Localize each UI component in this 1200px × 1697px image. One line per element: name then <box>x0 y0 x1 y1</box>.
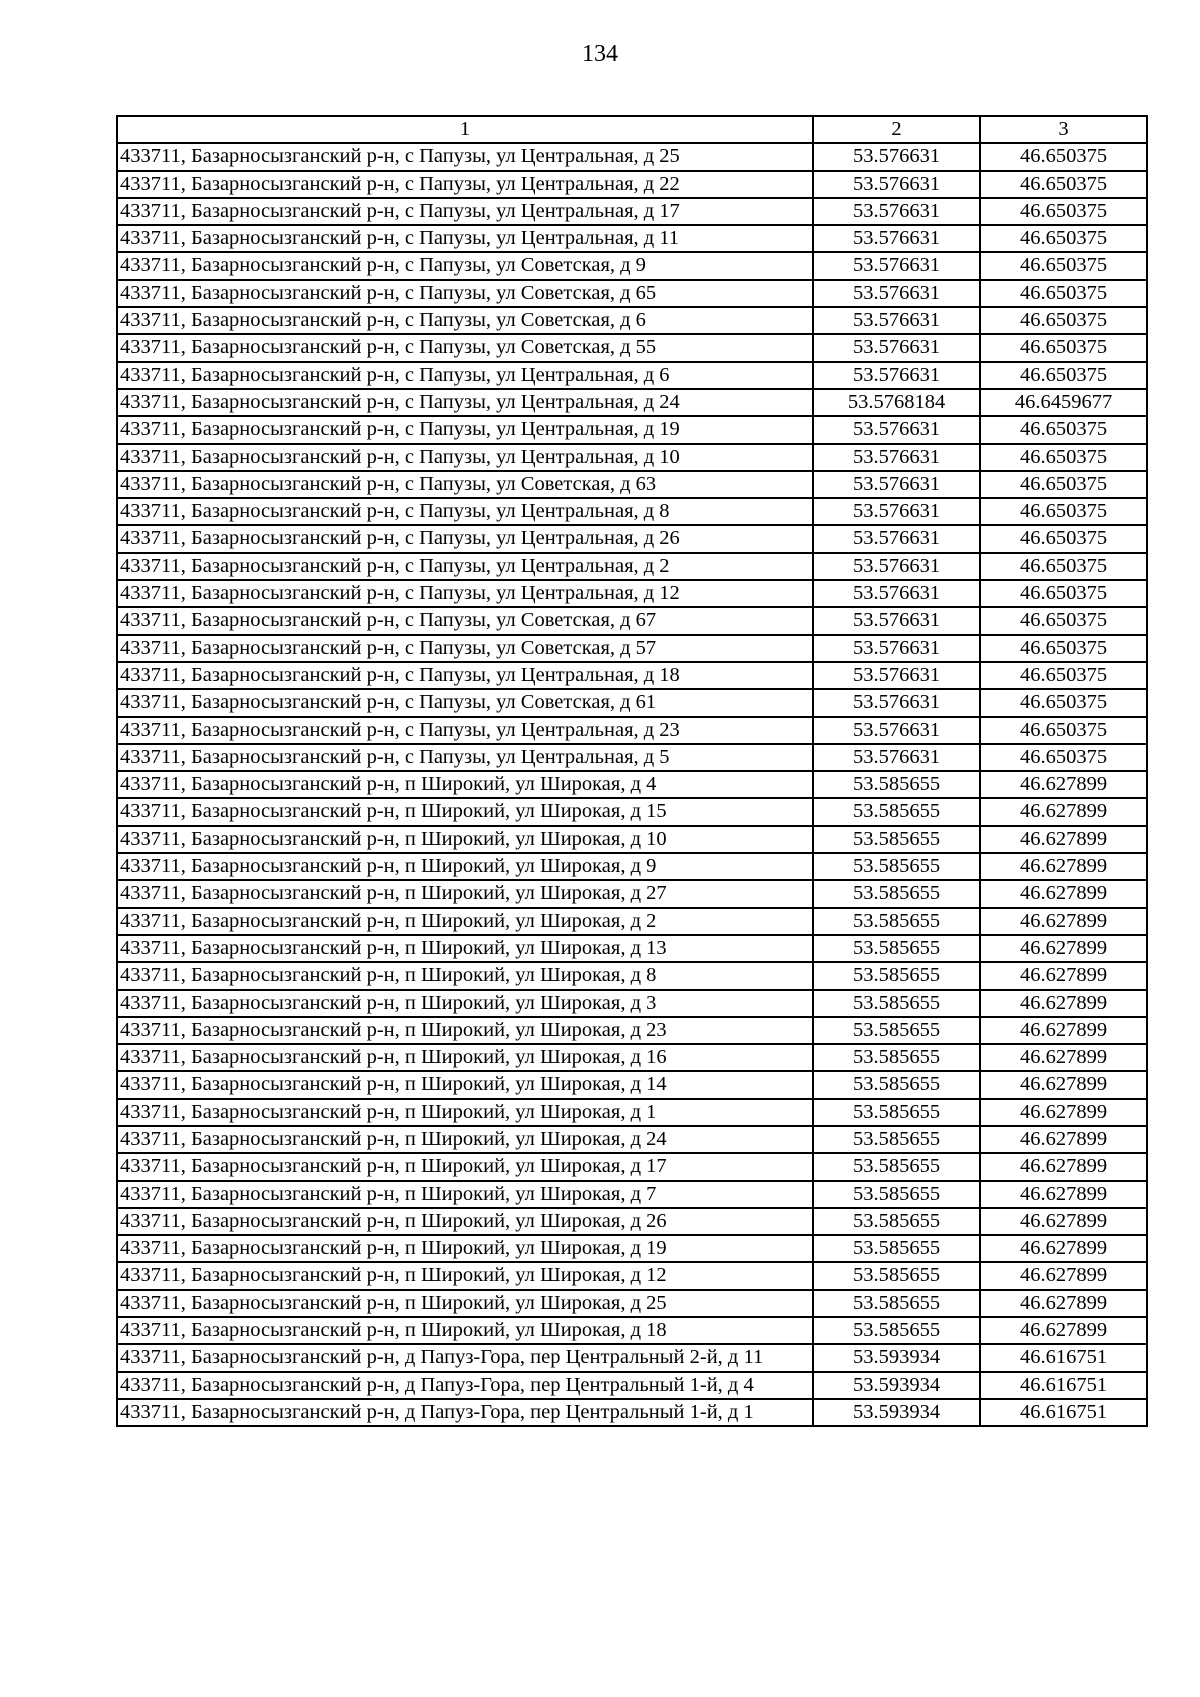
latitude-cell: 53.576631 <box>813 635 980 662</box>
address-cell: 433711, Базарносызганский р-н, п Широкий, ул Широкая, д 24 <box>117 1126 813 1153</box>
latitude-cell: 53.576631 <box>813 362 980 389</box>
latitude-cell: 53.585655 <box>813 798 980 825</box>
longitude-cell: 46.616751 <box>980 1399 1147 1426</box>
table-row <box>117 990 1147 1017</box>
address-cell: 433711, Базарносызганский р-н, п Широкий, ул Широкая, д 15 <box>117 798 813 825</box>
table-row <box>117 252 1147 279</box>
table-row <box>117 498 1147 525</box>
table-row <box>117 908 1147 935</box>
table-row <box>117 1017 1147 1044</box>
table-row <box>117 689 1147 716</box>
address-cell: 433711, Базарносызганский р-н, с Папузы, ул Центральная, д 2 <box>117 553 813 580</box>
longitude-cell: 46.650375 <box>980 416 1147 443</box>
latitude-cell: 53.593934 <box>813 1399 980 1426</box>
table-row <box>117 416 1147 443</box>
address-cell: 433711, Базарносызганский р-н, с Папузы, ул Центральная, д 8 <box>117 498 813 525</box>
address-cell: 433711, Базарносызганский р-н, с Папузы, ул Центральная, д 24 <box>117 389 813 416</box>
longitude-cell: 46.650375 <box>980 689 1147 716</box>
longitude-cell: 46.627899 <box>980 1017 1147 1044</box>
table-row <box>117 1153 1147 1180</box>
longitude-cell: 46.650375 <box>980 471 1147 498</box>
latitude-cell: 53.576631 <box>813 607 980 634</box>
longitude-cell: 46.650375 <box>980 553 1147 580</box>
longitude-cell: 46.627899 <box>980 1181 1147 1208</box>
address-cell: 433711, Базарносызганский р-н, с Папузы, ул Центральная, д 23 <box>117 717 813 744</box>
address-cell: 433711, Базарносызганский р-н, п Широкий, ул Широкая, д 16 <box>117 1044 813 1071</box>
longitude-cell: 46.616751 <box>980 1372 1147 1399</box>
address-cell: 433711, Базарносызганский р-н, с Папузы, ул Советская, д 65 <box>117 280 813 307</box>
latitude-cell: 53.585655 <box>813 935 980 962</box>
latitude-cell: 53.576631 <box>813 225 980 252</box>
longitude-cell: 46.616751 <box>980 1344 1147 1371</box>
table-row <box>117 280 1147 307</box>
address-cell: 433711, Базарносызганский р-н, п Широкий, ул Широкая, д 2 <box>117 908 813 935</box>
table-row <box>117 935 1147 962</box>
address-cell: 433711, Базарносызганский р-н, с Папузы, ул Центральная, д 19 <box>117 416 813 443</box>
longitude-cell: 46.627899 <box>980 1262 1147 1289</box>
address-cell: 433711, Базарносызганский р-н, п Широкий, ул Широкая, д 12 <box>117 1262 813 1289</box>
table-header-row <box>117 116 1147 143</box>
column-header-2: 2 <box>813 116 980 143</box>
table-row <box>117 1344 1147 1371</box>
table-body <box>117 143 1147 1426</box>
column-header-1: 1 <box>117 116 813 143</box>
table-row <box>117 771 1147 798</box>
longitude-cell: 46.627899 <box>980 1153 1147 1180</box>
longitude-cell: 46.650375 <box>980 607 1147 634</box>
table-row <box>117 853 1147 880</box>
latitude-cell: 53.585655 <box>813 1017 980 1044</box>
address-cell: 433711, Базарносызганский р-н, с Папузы, ул Центральная, д 5 <box>117 744 813 771</box>
longitude-cell: 46.650375 <box>980 334 1147 361</box>
latitude-cell: 53.593934 <box>813 1344 980 1371</box>
longitude-cell: 46.627899 <box>980 935 1147 962</box>
address-cell: 433711, Базарносызганский р-н, с Папузы, ул Советская, д 55 <box>117 334 813 361</box>
longitude-cell: 46.627899 <box>980 853 1147 880</box>
latitude-cell: 53.576631 <box>813 744 980 771</box>
table-row <box>117 1262 1147 1289</box>
longitude-cell: 46.627899 <box>980 798 1147 825</box>
table-row <box>117 1399 1147 1426</box>
latitude-cell: 53.585655 <box>813 1290 980 1317</box>
latitude-cell: 53.585655 <box>813 1099 980 1126</box>
table-row <box>117 635 1147 662</box>
table-row <box>117 143 1147 170</box>
page-number: 134 <box>582 41 618 67</box>
address-cell: 433711, Базарносызганский р-н, д Папуз-Гора, пер Центральный 1-й, д 1 <box>117 1399 813 1426</box>
table-row <box>117 1099 1147 1126</box>
longitude-cell: 46.650375 <box>980 198 1147 225</box>
longitude-cell: 46.650375 <box>980 252 1147 279</box>
latitude-cell: 53.585655 <box>813 1126 980 1153</box>
latitude-cell: 53.585655 <box>813 1235 980 1262</box>
address-cell: 433711, Базарносызганский р-н, с Папузы, ул Советская, д 6 <box>117 307 813 334</box>
table-row <box>117 444 1147 471</box>
address-cell: 433711, Базарносызганский р-н, с Папузы, ул Центральная, д 25 <box>117 143 813 170</box>
latitude-cell: 53.585655 <box>813 1262 980 1289</box>
latitude-cell: 53.585655 <box>813 962 980 989</box>
longitude-cell: 46.650375 <box>980 171 1147 198</box>
longitude-cell: 46.650375 <box>980 498 1147 525</box>
table-row <box>117 1044 1147 1071</box>
table-row <box>117 607 1147 634</box>
latitude-cell: 53.585655 <box>813 826 980 853</box>
latitude-cell: 53.585655 <box>813 1153 980 1180</box>
latitude-cell: 53.576631 <box>813 171 980 198</box>
table-row <box>117 553 1147 580</box>
address-cell: 433711, Базарносызганский р-н, п Широкий, ул Широкая, д 18 <box>117 1317 813 1344</box>
column-header-3: 3 <box>980 116 1147 143</box>
table-row <box>117 662 1147 689</box>
address-cell: 433711, Базарносызганский р-н, п Широкий, ул Широкая, д 3 <box>117 990 813 1017</box>
address-cell: 433711, Базарносызганский р-н, с Папузы, ул Центральная, д 17 <box>117 198 813 225</box>
longitude-cell: 46.650375 <box>980 662 1147 689</box>
table-row <box>117 826 1147 853</box>
latitude-cell: 53.576631 <box>813 471 980 498</box>
address-cell: 433711, Базарносызганский р-н, с Папузы, ул Центральная, д 6 <box>117 362 813 389</box>
longitude-cell: 46.627899 <box>980 1235 1147 1262</box>
longitude-cell: 46.6459677 <box>980 389 1147 416</box>
address-cell: 433711, Базарносызганский р-н, п Широкий, ул Широкая, д 14 <box>117 1071 813 1098</box>
latitude-cell: 53.576631 <box>813 444 980 471</box>
table-row <box>117 744 1147 771</box>
table-row <box>117 307 1147 334</box>
longitude-cell: 46.627899 <box>980 1044 1147 1071</box>
latitude-cell: 53.576631 <box>813 280 980 307</box>
latitude-cell: 53.593934 <box>813 1372 980 1399</box>
table-row <box>117 171 1147 198</box>
address-cell: 433711, Базарносызганский р-н, д Папуз-Гора, пер Центральный 2-й, д 11 <box>117 1344 813 1371</box>
address-cell: 433711, Базарносызганский р-н, п Широкий, ул Широкая, д 13 <box>117 935 813 962</box>
address-cell: 433711, Базарносызганский р-н, с Папузы, ул Советская, д 67 <box>117 607 813 634</box>
longitude-cell: 46.627899 <box>980 1126 1147 1153</box>
table-row <box>117 1235 1147 1262</box>
latitude-cell: 53.576631 <box>813 498 980 525</box>
latitude-cell: 53.5768184 <box>813 389 980 416</box>
address-cell: 433711, Базарносызганский р-н, с Папузы, ул Центральная, д 22 <box>117 171 813 198</box>
address-cell: 433711, Базарносызганский р-н, п Широкий, ул Широкая, д 25 <box>117 1290 813 1317</box>
address-cell: 433711, Базарносызганский р-н, п Широкий, ул Широкая, д 7 <box>117 1181 813 1208</box>
table-row <box>117 1290 1147 1317</box>
longitude-cell: 46.650375 <box>980 307 1147 334</box>
longitude-cell: 46.650375 <box>980 225 1147 252</box>
address-cell: 433711, Базарносызганский р-н, п Широкий, ул Широкая, д 26 <box>117 1208 813 1235</box>
table-row <box>117 471 1147 498</box>
address-cell: 433711, Базарносызганский р-н, п Широкий, ул Широкая, д 10 <box>117 826 813 853</box>
table-row <box>117 1181 1147 1208</box>
latitude-cell: 53.585655 <box>813 853 980 880</box>
address-cell: 433711, Базарносызганский р-н, с Папузы, ул Советская, д 57 <box>117 635 813 662</box>
address-cell: 433711, Базарносызганский р-н, с Папузы, ул Советская, д 63 <box>117 471 813 498</box>
latitude-cell: 53.585655 <box>813 1044 980 1071</box>
table-row <box>117 1126 1147 1153</box>
latitude-cell: 53.576631 <box>813 198 980 225</box>
table-row <box>117 525 1147 552</box>
latitude-cell: 53.576631 <box>813 252 980 279</box>
longitude-cell: 46.650375 <box>980 580 1147 607</box>
longitude-cell: 46.650375 <box>980 444 1147 471</box>
longitude-cell: 46.650375 <box>980 635 1147 662</box>
longitude-cell: 46.650375 <box>980 280 1147 307</box>
latitude-cell: 53.585655 <box>813 1181 980 1208</box>
latitude-cell: 53.585655 <box>813 1317 980 1344</box>
address-cell: 433711, Базарносызганский р-н, п Широкий, ул Широкая, д 23 <box>117 1017 813 1044</box>
address-cell: 433711, Базарносызганский р-н, п Широкий, ул Широкая, д 17 <box>117 1153 813 1180</box>
table-row <box>117 1208 1147 1235</box>
longitude-cell: 46.627899 <box>980 1099 1147 1126</box>
address-cell: 433711, Базарносызганский р-н, с Папузы, ул Советская, д 61 <box>117 689 813 716</box>
latitude-cell: 53.585655 <box>813 1208 980 1235</box>
latitude-cell: 53.585655 <box>813 990 980 1017</box>
longitude-cell: 46.627899 <box>980 771 1147 798</box>
latitude-cell: 53.576631 <box>813 307 980 334</box>
address-cell: 433711, Базарносызганский р-н, с Папузы, ул Центральная, д 26 <box>117 525 813 552</box>
table-row <box>117 717 1147 744</box>
longitude-cell: 46.627899 <box>980 1208 1147 1235</box>
longitude-cell: 46.627899 <box>980 1071 1147 1098</box>
address-cell: 433711, Базарносызганский р-н, с Папузы, ул Центральная, д 18 <box>117 662 813 689</box>
longitude-cell: 46.650375 <box>980 362 1147 389</box>
address-cell: 433711, Базарносызганский р-н, с Папузы, ул Центральная, д 11 <box>117 225 813 252</box>
address-cell: 433711, Базарносызганский р-н, с Папузы, ул Центральная, д 12 <box>117 580 813 607</box>
latitude-cell: 53.585655 <box>813 908 980 935</box>
latitude-cell: 53.576631 <box>813 580 980 607</box>
table-row <box>117 1372 1147 1399</box>
latitude-cell: 53.585655 <box>813 1071 980 1098</box>
longitude-cell: 46.627899 <box>980 962 1147 989</box>
address-cell: 433711, Базарносызганский р-н, с Папузы, ул Центральная, д 10 <box>117 444 813 471</box>
latitude-cell: 53.576631 <box>813 525 980 552</box>
address-cell: 433711, Базарносызганский р-н, п Широкий, ул Широкая, д 1 <box>117 1099 813 1126</box>
table-row <box>117 798 1147 825</box>
latitude-cell: 53.576631 <box>813 689 980 716</box>
longitude-cell: 46.627899 <box>980 1317 1147 1344</box>
latitude-cell: 53.576631 <box>813 717 980 744</box>
table-row <box>117 389 1147 416</box>
table-row <box>117 1071 1147 1098</box>
address-cell: 433711, Базарносызганский р-н, п Широкий, ул Широкая, д 9 <box>117 853 813 880</box>
address-cell: 433711, Базарносызганский р-н, п Широкий, ул Широкая, д 19 <box>117 1235 813 1262</box>
table-row <box>117 962 1147 989</box>
latitude-cell: 53.576631 <box>813 416 980 443</box>
longitude-cell: 46.627899 <box>980 880 1147 907</box>
longitude-cell: 46.627899 <box>980 908 1147 935</box>
latitude-cell: 53.576631 <box>813 662 980 689</box>
address-cell: 433711, Базарносызганский р-н, п Широкий, ул Широкая, д 4 <box>117 771 813 798</box>
table-row <box>117 580 1147 607</box>
longitude-cell: 46.627899 <box>980 1290 1147 1317</box>
table-row <box>117 362 1147 389</box>
longitude-cell: 46.650375 <box>980 717 1147 744</box>
latitude-cell: 53.585655 <box>813 771 980 798</box>
longitude-cell: 46.627899 <box>980 990 1147 1017</box>
address-table <box>116 115 1148 1427</box>
address-cell: 433711, Базарносызганский р-н, с Папузы, ул Советская, д 9 <box>117 252 813 279</box>
address-cell: 433711, Базарносызганский р-н, п Широкий, ул Широкая, д 27 <box>117 880 813 907</box>
latitude-cell: 53.576631 <box>813 334 980 361</box>
address-cell: 433711, Базарносызганский р-н, п Широкий, ул Широкая, д 8 <box>117 962 813 989</box>
longitude-cell: 46.650375 <box>980 744 1147 771</box>
latitude-cell: 53.585655 <box>813 880 980 907</box>
table-row <box>117 334 1147 361</box>
latitude-cell: 53.576631 <box>813 143 980 170</box>
table-row <box>117 198 1147 225</box>
longitude-cell: 46.650375 <box>980 143 1147 170</box>
table-row <box>117 225 1147 252</box>
table-row <box>117 1317 1147 1344</box>
longitude-cell: 46.650375 <box>980 525 1147 552</box>
address-cell: 433711, Базарносызганский р-н, д Папуз-Гора, пер Центральный 1-й, д 4 <box>117 1372 813 1399</box>
latitude-cell: 53.576631 <box>813 553 980 580</box>
longitude-cell: 46.627899 <box>980 826 1147 853</box>
table-row <box>117 880 1147 907</box>
